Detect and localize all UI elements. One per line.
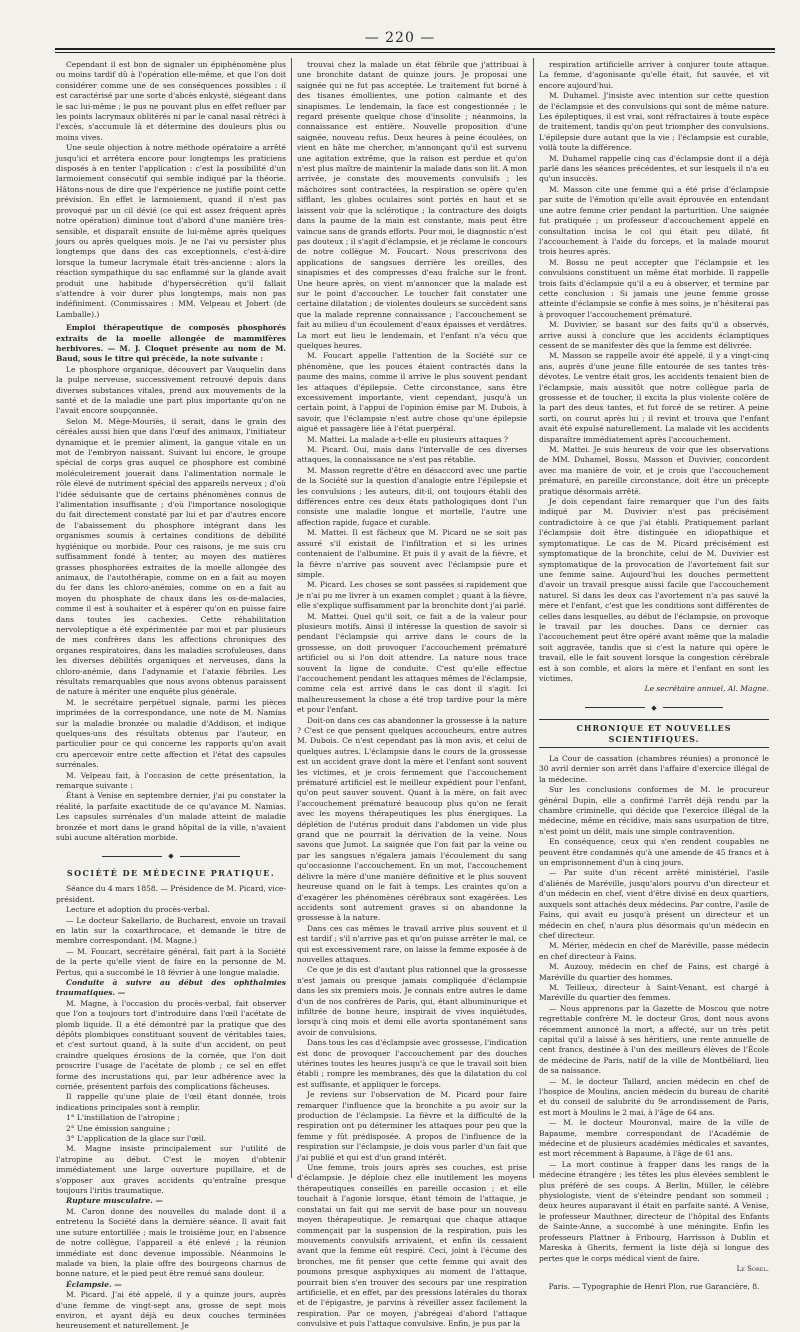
paragraph: M. Teilleux, directeur à Saint-Venant, est chargé à Maréville du quartier des femmes. <box>539 982 769 1003</box>
paragraph: M. le secrétaire perpétuel signale, parmi les pièces imprimées de la correspondance, une note de M. Namias sur la maladie bronzée ou maladie d'Addison, et indique quelques-uns des résultats obtenus par l'auteur, en particulier pour ce qui concerne les rapports qu'on avait cru apercevoir entre cette affection et l'état des capsules surrénales. <box>56 697 286 770</box>
paragraph: — M. Foucart, secrétaire général, fait part à la Société de la perte qu'elle vient de faire en la personne de M. Pertus, qui a succombé le 18 février à une longue maladie. <box>56 946 286 977</box>
paragraph: Dans ces cas mêmes le travail arrive plus souvent et il est tardif ; s'il n'arrive pas et qu'on puisse arrêter le mal, ce qui est excessivement rare, on laisse la femme exposée à de nouvelles attaques. <box>297 923 527 964</box>
paragraph: M. Mattei. Il est fâcheux que M. Picard ne se soit pas assuré s'il existait de l'infiltration et si les urines contenaient de l'albumine. Et puis il y avait de la fièvre, et la fièvre n'arrive pas souvent avec l'éclampsie pure et simple. <box>297 528 527 579</box>
column-2 <box>297 60 527 1329</box>
subheading-paragraph: Emploi thérapeutique de composés phosphorés extraits de la moelle allongée de mammifères herbivores. — M. J. Cloquet présente au nom de M. Baud, sous le titre qui précède, la note suivante : <box>56 323 286 364</box>
paragraph: M. Magne insiste principalement sur l'utilité de l'atropine au début. C'est le moyen d'obtenir immédiatement une large ouverture pupillaire, et de s'opposer aux graves accidents qu'entraîne presque toujours l'iritis traumatique. <box>56 1144 286 1196</box>
paragraph: Je dois cependant faire remarquer que l'un des faits indiqué par M. Duvivier n'est pas précisément contradictoire à ce que j'ai établi. Pratiquement parlant l'éclampsie doit être distinguée en idiopathique et symptomatique. Le cas de M. Picard précisément est symptomatique de la bronchite, celui de M. Duvivier est symptomatique de la provocation de l'avortement fait sur une femme saine. Aujourd'hui les douches permettent d'avoir un travail presque aussi facile que l'accouchement naturel. Si dans les deux cas l'avortement n'a pas sauvé la mère et l'enfant, c'est que les conditions sont différentes de celles dans lesquelles, au début de l'éclampsie, on provoque le travail par les douches. Dans ce dernier cas l'accouchement peut être opéré avant même que la maladie soit aggravée, tandis que si c'est la nature qui opère le travail, elle le fait souvent lorsque la congestion cérébrale est à son comble, et alors la mère et l'enfant en sont les victimes. <box>539 497 769 683</box>
header-rule <box>55 48 775 50</box>
paragraph: M. Picard. J'ai été appelé, il y a quinze jours, auprès d'une femme de vingt-sept ans, grosse de sept mois environ, et ayant déjà eu deux couches terminées heureusement et naturellement. Je <box>56 1290 286 1331</box>
paragraph: Dans tous les cas d'éclampsie avec grossesse, l'indication est donc de provoquer l'accouchement par des douches utérines toutes les heures jusqu'à ce que le travail soit bien établi ; rompre les membranes, dès que la dilatation du col est suffisante, et appliquer le forceps. <box>297 1038 527 1089</box>
paragraph: La Cour de cassation (chambres réunies) a prononcé le 30 avril dernier son arrêt dans l'affaire d'exercice illégal de la médecine. <box>539 754 769 784</box>
paragraph: Il rappelle qu'une plaie de l'œil étant donnée, trois indications principales sont à remplir. <box>56 1092 286 1112</box>
paragraph: M. Velpeau fait, à l'occasion de cette présentation, la remarque suivante : <box>56 770 286 791</box>
header-rule-thin <box>55 52 775 53</box>
paragraph: Étant à Venise en septembre dernier, j'ai pu constater la réalité, la parfaite exactitude de ce qu'avance M. Namias. Les capsules surrénales d'un malade atteint de maladie bronzée et mort dans le grand hôpital de la ville, n'avaient subi aucune altération morbide. <box>56 791 286 843</box>
paragraph: Selon M. Mège-Mouriès, il serait, dans le grain des céréales aussi bien que dans l'œuf des animaux, l'initiateur dynamique et le premier aliment, la gangue vitale en un mot de l'embryon naissant. Suivant lui encore, le groupe spécial de corps gras auquel ce phosphore est combiné moléculeirement jouerait dans l'alimentation normale le rôle élevé de nutriment spécial des appareils nerveux ; d'où l'idée séduisante que de certains phénomènes connus de l'alimentation insuffisante ; d'où l'importance nosologique du fait directement constaté par lui et par d'autres encore de l'abaissement du phosphore intégrant dans les organismes soumis à certaines conditions de débilité hygiénique ou morbide. Pour ces raisons, je me suis cru suffisamment fondé à tenter, au moyen des matières grasses phosphorées extraites de la moelle allongée des animaux, de l'autothérapie, comme on en a fait au moyen du fer dans les chloro-anémies, comme on en a fait au moyen du phosphate de chaux dans les os-de-malacies, comme il est à souhaiter et à espérer qu'on en puisse faire dans toutes les cachexies. Cette réhabilitation nervoleptique a été expérimentée par moi et par plusieurs de mes confrères dans les affections chroniques des organes respiratoires, dans les maladies scrofuleuses, dans les diverses débilités organiques et nerveuses, dans la chloro-anémie, dans l'adynamie et l'ataxie fébriles. Les résultats remarquables que nous avons obtenus paraissent de nature à mériter une enquête plus générale. <box>56 416 286 697</box>
paragraph: Cependant il est bon de signaler un épiphénomène plus ou moins tardif dû à l'opération elle-même, et que l'on doit considérer comme une de ses conséquences possibles : il est caractérisé par une sorte d'abcès enkysté, siégeant dans le sac lui-même ; le pus ne pouvant plus en effet refluer par les points lacrymaux oblitérés ni par le canal nasal rétréci à l'excès, s'accumule là et détermine des douleurs plus ou moins vives. <box>56 60 286 142</box>
paragraph: — M. le docteur Tallard, ancien médecin en chef de l'hospice de Moulins, ancien médecin du bureau de charité et du conseil de salubrité du 9e arrondissement de Paris, est mort à Moulins le 2 mai, à l'âge de 64 ans. <box>539 1076 769 1117</box>
paragraph: M. Bossu ne peut accepter que l'éclampsie et les convulsions constituent un même état morbide. Il rappelle trois faits d'éclampsie qu'il a eu à observer, et termine par cette conclusion : Si jamais une jeune femme grosse atteinte d'éclampsie se confie à mes soins, je n'hésiterai pas à provoquer l'accouchement prématuré. <box>539 257 769 319</box>
column-3 <box>539 60 769 1292</box>
subheading: Conduite à suivre au début des ophthalmies traumatiques. — <box>56 977 286 998</box>
paragraph: M. Foucart appelle l'attention de la Société sur ce phénomène, que les pouces étaient contractés dans la paume des mains, comme il arrive le plus souvent pendant les attaques d'épilepsie. Cette circonstance, sans être excessivement importante, vient cependant, jusqu'à un certain point, à l'appui de l'opinion émise par M. Dubois, à savoir, que l'éclampsie n'est autre chose qu'une épilepsie aiguë et passagère liée à l'état puerpéral. <box>297 351 527 434</box>
list-item: 2° Une émission sanguine ; <box>66 1123 171 1133</box>
paragraph: M. Magne, à l'occasion du procès-verbal, fait observer que l'on a toujours tort d'introduire dans l'œil l'acétate de plomb liquide. Il a été démontré par la pratique que des dépôts plombiques constituant souvent de véritables taies, et c'est surtout quand, à la suite d'un accident, on peut craindre quelques érosions de la cornée, que l'on doit proscrire l'usage de l'acétate de plomb ; ce sel en effet forme des incrustations qui, par leur adhérence avec la cornée, présentent parfois des complications fâcheuses. <box>56 998 286 1091</box>
section-ornament: ◆ <box>539 703 769 713</box>
paragraph: — M. le docteur Mouronval, maire de la ville de Bapaume, membre correspondant de l'Académie de médecine et de plusieurs académies médicales et savantes, est mort récemment à Bapaume, à l'âge de 61 ans. <box>539 1118 769 1159</box>
section-title: SOCIÉTÉ DE MÉDECINE PRATIQUE. <box>66 867 276 878</box>
section-title: CHRONIQUE ET NOUVELLES SCIENTIFIQUES. <box>539 719 769 748</box>
column-1 <box>56 60 286 1331</box>
paragraph: Ce que je dis est d'autant plus rationnel que la grossesse n'est jamais ou presque jamais compliquée d'éclampsie dans les six premiers mois. Je connais entre autres le dame d'un de nos confrères de Paris, qui, étant albuminurique et infiltrée de bonne heure, inspirait de vives inquiétudes, lorsqu'à cinq mois et demi elle avorta spontanément sans avoir de convulsions. <box>297 965 527 1037</box>
paragraph: M. Duvivier, se basant sur des faits qu'il a observés, arrive aussi à conclure que les accidents éclamptiques cessent de se manifester dès que la femme est délivrée. <box>539 320 769 350</box>
paragraph: M. Masson se rappelle avoir été appelé, il y a vingt-cinq ans, auprès d'une jeune fille entourée de ses tantes très-dévotes. Le ventre était gros, les accidents tenaient bien de l'éclampsie, mais aussitôt que notre collègue parla de grossesse et de toucher, il excita la plus violente colère de la part des deux tantes, et fut forcé de se retirer. A peine sorti, on courut après lui ; il revint et trouva que l'enfant avait été expulsé naturellement. La malade vit les accidents disparaître immédiatement après l'accouchement. <box>539 351 769 444</box>
paragraph: Doit-on dans ces cas abandonner la grossesse à la nature ? C'est ce que pensent quelques accoucheurs, entre autres M. Dubois. Ce n'est cependant pas là mon avis, et celui de quelques autres. L'éclampsie dans le cours de la grossesse est un accident grave dont la mère et l'enfant sont souvent les victimes, et je crois fermement que l'accouchement prématuré artificiel est le meilleur expédient pour l'enfant, qu'on peut sauver souvent. Quant à la mère, on fait avec l'accouchement prématuré beaucoup plus qu'on ne ferait avec les moyens thérapeutiques les plus énergiques. La déplétion de l'utérus produit dans l'abdomen un vide plus grand que ne pourrait la dérivation de la veine. Nous savons que Jumot. La saignée que l'on fait par la veine ou par les sangsues n'égalera jamais l'écoulement du sang qu'occasionne l'accouchement. En un mot, l'accouchement délivre la mère d'une manière définitive et le plus souvent heureuse quand on le fait à temps. Les craintes qu'on a d'exagérer les phénomènes cérébraux sont exagérées. Les accidents sont autrement graves si on abandonne la grossesse à la nature. <box>297 715 527 923</box>
paragraph: M. Masson cite une femme qui a été prise d'éclampsie par suite de l'émotion qu'elle avait éprouvée en entendant une autre femme crier pendant la parturition. Une saignée fut pratiquée ; un professeur d'accouchement appelé en consultation incisa le col qui était peu dilaté, fit l'accouchement à l'aide du forceps, et la malade mourut trois heures après. <box>539 184 769 257</box>
paragraph: M. Mérier, médecin en chef de Maréville, passe médecin en chef directeur à Fains. <box>539 941 769 961</box>
paragraph: M. Picard. Les choses se sont passées si rapidement que je n'ai pu me livrer à un examen complet ; quant à la fièvre, elle s'explique suffisamment par la bronchite dont j'ai parlé. <box>297 580 527 611</box>
paragraph: En conséquence, ceux qui s'en rendent coupables ne peuvent être condamnés qu'à une amende de 45 francs et à un emprisonnement d'un à cinq jours. <box>539 837 769 868</box>
paragraph: M. Picard. Oui, mais dans l'intervalle de ces diverses attaques, la connaissance ne s'est pas rétablie. <box>297 445 527 465</box>
paragraph: M. Duhamel rappelle cinq cas d'éclampsie dont il a déjà parlé dans les séances précédentes, et sur lesquels il n'a eu qu'un insuccès. <box>539 153 769 184</box>
paragraph: Sur les conclusions conformes de M. le procureur général Dupin, elle a confirmé l'arrêt déjà rendu par la chambre criminelle, qui décide que l'exercice illégal de la médecine, même en récidive, mais sans usurpation de titre, n'est point un délit, mais une simple contravention. <box>539 785 769 836</box>
paragraph: Une femme, trois jours après ses couches, est prise d'éclampsie. Je déploie chez elle inutilement les moyens thérapeutiques conseillés en pareille occasion ; et elle touchait à l'agonie lorsque, étant témoin de l'attaque, je constatai un fait qui me servit de base pour un nouveau moyen thérapeutique. Je remarquai que chaque attaque commençait par la suspension de la respiration, puis les mouvements convulsifs arrivaient, et enfin ils cessaient avant que la femme eût respiré. Ceci, joint à l'écume des bronches, me fit penser que cette femme qui avait des poumons presque asphyxiques au moment de l'attaque, pourrait bien s'en trouver des secours par une respiration artificielle, et en effet, par des pressions latérales du thorax et de l'épigastre, je parvins à réveiller assez facilement la respiration. Par ce moyen, j'abrégeai d'abord l'attaque convulsive et puis l'attaque convulsive. Enfin, je pus par la <box>297 1163 527 1329</box>
list-item: 1° L'instillation de l'atropine ; <box>66 1113 180 1123</box>
paragraph: Séance du 4 mars 1858. — Présidence de M. Picard, vice-président. <box>56 884 286 904</box>
paragraph: Lecture et adoption du procès-verbal. <box>66 905 210 915</box>
imprint-footer: Paris. — Typographie de Henri Plon, rue Garancière, 8. <box>548 1282 760 1292</box>
signature: Le Sorel. <box>736 1264 769 1273</box>
section-ornament: ◆ <box>56 851 286 861</box>
column-divider <box>533 58 534 1178</box>
signature: Le secrétaire annuel, Al. Magne. <box>644 684 769 694</box>
paragraph: M. Masson regrette d'être en désaccord avec une partie de la Société sur la question d'analogie entre l'épilepsie et les convulsions ; les auteurs, dit-il, ont toujours établi des différences entre ces deux états pathologiques dont l'un consiste une maladie longue et mortelle, l'autre une affection rapide, fugace et curable. <box>297 465 527 527</box>
paragraph: — Nous apprenons par la Gazette de Moscou que notre regrettable confrère M. le docteur Gros, dont nous avons récemment annoncé la mort, a affecté, sur un très petit capital qu'il a laissé à ses héritiers, une rente annuelle de cent francs, destinée à l'un des meilleurs élèves de l'École de médecine de Paris, natif de la ville de Montbéliard, lieu de sa naissance. <box>539 1003 769 1076</box>
column-divider <box>291 58 292 1178</box>
paragraph: Une seule objection à notre méthode opératoire a arrêté jusqu'ici et arrêtera encore pour longtemps les praticiens disposés à en tenter l'application : c'est la possibilité d'un larmoiement consécutif qui semble indiqué par la théorie. Hâtons-nous de dire que l'expérience ne justifie point cette prévision. En effet le larmoiement, quand il n'est pas provoqué par un cil dévié (ce qui est assez fréquent après notre opération) diminue tout d'abord d'une manière très-sensible, et disparaît ensuite de lui-même après quelques jours ou après quelques mois. Je ne l'ai vu persister plus longtemps que dans des cas exceptionnels, c'est-à-dire lorsque la tumeur lacrymale était très-ancienne : alors la réaction sympathique du sac enflammé sur la glande avait produit une habitude d'hypersécrétion qu'il fallait s'attendre à voir durer plus longtemps, mais non pas indéfiniment. (Commissaires : MM. Velpeau et Jobert (de Lamballe).) <box>56 143 286 319</box>
paragraph: — Par suite d'un récent arrêté ministériel, l'asile d'aliénés de Maréville, jusqu'alors pourvu d'un directeur et d'un médecin en chef, vient d'être divisé en deux quartiers, auxquels sont attachés deux médecins. Par contre, l'asile de Fains, qui avait eu jusqu'à présent un directeur et un médecin en chef, n'aura plus désormais qu'un médecin en chef directeur. <box>539 868 769 940</box>
subheading: Rupture musculaire. — <box>66 1196 163 1206</box>
paragraph: — La mort continue à frapper dans les rangs de la médecine étrangère ; les têtes les plus élevées semblent le plus préféré de ses coups. A Berlin, Müller, le célèbre physiologiste, vient de s'éteindre pendant son sommeil ; deux heures auparavant il était en parfaite santé. A Venise, le professeur Mauthner, directeur de l'hôpital des Enfants de Sainte-Anne, a succombé à une méningite. Enfin les professeurs Plattner à Fribourg, Harrisson à Dublin et Mareska à Gherits, ferment la liste déjà si longue des pertes que le corps médical vient de faire. <box>539 1159 769 1263</box>
paragraph: M. Auzouy, médecin en chef de Fains, est chargé à Maréville du quartier des hommes. <box>539 962 769 982</box>
paragraph: M. Mattei. Quel qu'il soit, ce fait a de la valeur pour plusieurs motifs. Ainsi il intéresse la question de savoir si pendant l'éclampsie qui arrive dans le cours de la grossesse, on doit provoquer l'accouchement prématuré artificiel ou si l'on doit attendre. La nature nous trace souvent la ligne de conduite. C'est qu'elle effectue l'accouchement pendant les attaques mêmes de l'éclampsie, comme cela est arrivé dans le cas dont il s'agit. Ici malheureusement la chose a été trop tardive pour la mère et pour l'enfant. <box>297 611 527 715</box>
list-item: 3° L'application de la glace sur l'œil. <box>66 1134 206 1144</box>
subheading: Éclampsie. — <box>66 1279 122 1289</box>
paragraph: trouvai chez la malade un état fébrile que j'attribuai à une bronchite datant de quinze jours. Je proposai une saignée qui ne fut pas acceptée. Le traitement fut borné à des tisanes émollientes, une potion calmante et des sinapismes. Le lendemain, la face est congestionnée ; le regard présente quelque chose d'insolite ; néanmoins, la connaissance est entière. Nouvelle proposition d'une saignée, nouveau refus. Deux heures à peine écoulées, on vient en hâte me chercher, m'annonçant qu'il est survenu une agitation extrême, que la raison est perdue et qu'on n'est plus maître de maintenir la malade dans son lit. A mon arrivée, je constate des mouvements convulsifs ; les mâchoires sont contractées, la respiration se opère qu'en sifflant, les globes oculaires sont portés en haut et se laissent voir que la sclérotique ; la contracture des doigts dans la paume de la main est constante, mais peut être vaincue sans de grands efforts. Pour moi, le diagnostic n'est pas douteux ; il s'agit d'éclampsie, et je réclame le concours de notre collègue M. Foucart. Nous prescrivons des applications de sangsues derrière les oreilles, des sinapismes et des compresses d'eau fraîche sur le front. Une heure après, on vient m'annoncer que la malade est sur le point d'accoucher. Le toucher fait constater une certaine dilatation ; de violentes douleurs se succèdent sans que la malade reprenne connaissance ; l'accouchement se fait au milieu d'un écoulement d'eaux épaisses et verdâtres. La mort eut lieu le lendemain, et l'enfant n'a vécu que quelques heures. <box>297 60 527 350</box>
paragraph: Je reviens sur l'observation de M. Picard pour faire remarquer l'influence que la bronchite a pu avoir sur la production de l'éclampsie. La fièvre et la difficulté de la respiration ont pu déterminer les attaques pour peu que la femme y fût prédisposée. A propos de l'influence de la respiration sur l'éclampsie, je dois vous parler d'un fait que j'ai publié et qui est d'un grand intérêt. <box>297 1090 527 1162</box>
paragraph: M. Mattei. La malade a-t-elle eu plusieurs attaques ? <box>307 434 509 444</box>
page-number: — 220 — <box>364 30 436 46</box>
paragraph: M. Duhamel. J'insiste avec intention sur cette question de l'éclampsie et des convulsions qui sont de même nature. Les épileptiques, il est vrai, sont réfractaires à toute espèce de traitement, tandis qu'on peut triompher des convulsions. L'épilepsie dure autant que la vie ; l'éclampsie est curable, voilà toute la différence. <box>539 91 769 153</box>
paragraph: Le phosphore organique, découvert par Vauquelin dans la pulpe nerveuse, successivement retrouvé depuis dans diverses substances vitales, prend aux mouvements de la santé et de la maladie une part plus importante qu'on ne l'avait encore soupçonnée. <box>56 364 286 416</box>
paragraph: respiration artificielle arriver à conjurer toute attaque. La femme, d'agonisante qu'elle était, fut sauvée, et vit encore aujourd'hui. <box>539 60 769 90</box>
paragraph: M. Mattei. Je suis heureux de voir que les observations de MM. Duhamel, Bossu, Masson et Duvivier, concordent avec ma manière de voir, et je crois que l'accouchement prématuré, en pareille circonstance, doit être un précepte pratique désormais arrêté. <box>539 445 769 496</box>
paragraph: — Le docteur Sakellario, de Bucharest, envoie un travail en latin sur la coxarthrocace, et demande le titre de membre correspondant. (M. Magne.) <box>56 915 286 946</box>
paragraph: M. Caron donne des nouvelles du malade dont il a entretenu la Société dans la dernière séance. Il avait fait une suture entortillée ; mais le troisième jour, en l'absence de notre collègue, l'appareil a été enlevé ; la réunion immédiate est donc devenue impossible. Néanmoins le malade va bien, la plaie offre des bourgeons charnus de bonne nature, et le pied peut être remué sans douleur. <box>56 1206 286 1279</box>
